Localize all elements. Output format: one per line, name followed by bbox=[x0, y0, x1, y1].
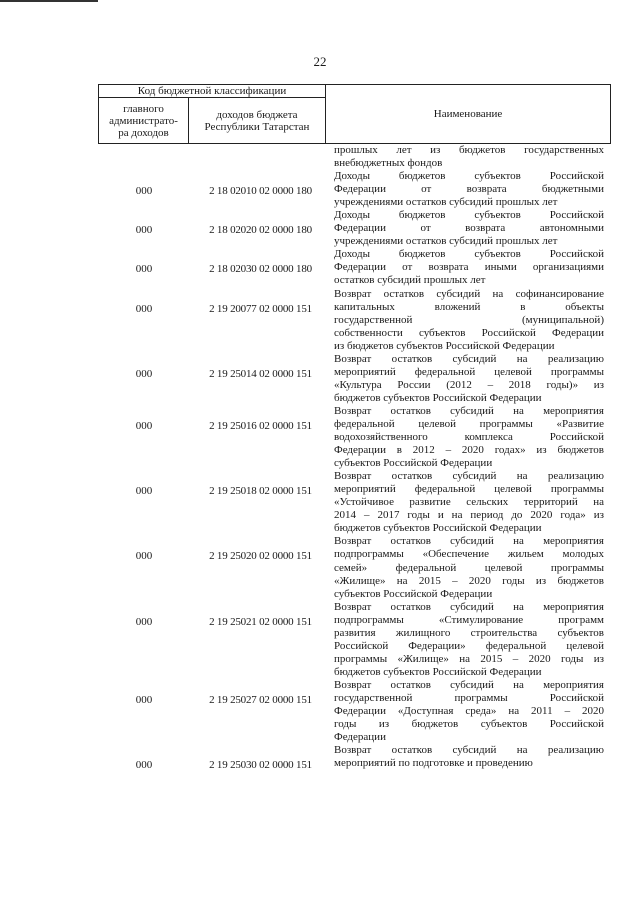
name-line: субъектов Российской Федерации bbox=[334, 457, 493, 470]
admin-code: 000 bbox=[135, 224, 153, 237]
revenue-name bbox=[334, 248, 604, 287]
revenue-code: 2 19 25030 02 0000 151 bbox=[209, 759, 312, 772]
revenue-code: 2 19 20077 02 0000 151 bbox=[209, 302, 312, 315]
name-line: внебюджетных фондов bbox=[334, 157, 443, 170]
table-row bbox=[98, 535, 610, 600]
revenue-name bbox=[334, 470, 604, 535]
classification-header bbox=[98, 84, 611, 144]
revenue-name bbox=[334, 405, 604, 470]
name-line: Возврат остатков субсидий на мероприятия bbox=[334, 600, 604, 613]
table-row bbox=[98, 353, 610, 405]
header-col-revenue: доходов бюджета Республики Татарстан bbox=[189, 98, 326, 144]
name-line: капитальных вложений в объекты bbox=[334, 300, 604, 313]
name-line: Федерации от возврата иными организациями bbox=[334, 261, 604, 274]
revenue-name bbox=[334, 144, 604, 170]
revenue-code: 2 19 25027 02 0000 151 bbox=[209, 693, 312, 706]
name-line: Возврат остатков субсидий на софинансирование bbox=[334, 287, 604, 300]
name-line: государственной (муниципальной) bbox=[334, 313, 604, 326]
table-row bbox=[98, 470, 610, 535]
name-line: бюджетов субъектов Российской Федерации bbox=[334, 665, 542, 678]
name-line: Федерации в 2012 – 2020 годах» из бюджетов bbox=[334, 444, 604, 457]
name-line: из бюджетов субъектов Российской Федерации bbox=[334, 339, 555, 352]
revenue-name bbox=[334, 744, 604, 772]
table-row bbox=[98, 679, 610, 744]
admin-code: 000 bbox=[135, 759, 153, 772]
name-line: водохозяйственного комплекса Российской bbox=[334, 431, 604, 444]
name-line: мероприятий по подготовке и проведению bbox=[334, 757, 533, 770]
name-line: подпрограммы «Обеспечение жильем молодых bbox=[334, 548, 604, 561]
table-row bbox=[98, 405, 610, 470]
revenue-code: 2 19 25018 02 0000 151 bbox=[209, 485, 312, 498]
name-line: 2014 – 2017 годы и на период до 2020 года» из bbox=[334, 509, 604, 522]
name-line: подпрограммы «Стимулирование программ bbox=[334, 613, 604, 626]
admin-code: 000 bbox=[135, 419, 153, 432]
name-line: Российской Федерации» федеральной целевой bbox=[334, 639, 604, 652]
name-line: федеральной целевой программы «Развитие bbox=[334, 417, 604, 430]
name-line: Доходы бюджетов субъектов Российской bbox=[334, 209, 604, 222]
revenue-name bbox=[334, 601, 604, 679]
table-row bbox=[98, 144, 610, 170]
name-line: «Жилище» на 2015 – 2020 годы из бюджетов bbox=[334, 574, 604, 587]
revenue-name bbox=[334, 209, 604, 248]
admin-code: 000 bbox=[135, 693, 153, 706]
name-line: «Культура России (2012 – 2018 годы)» из bbox=[334, 378, 604, 391]
name-line: Возврат остатков субсидий на мероприятия bbox=[334, 404, 604, 417]
revenue-rows bbox=[98, 144, 610, 772]
table-row bbox=[98, 288, 610, 353]
header-group-title: Код бюджетной классификации bbox=[99, 85, 326, 98]
name-line: субъектов Российской Федерации bbox=[334, 587, 493, 600]
name-line: Доходы бюджетов субъектов Российской bbox=[334, 170, 604, 183]
name-line: «Устойчивое развитие сельских территорий на bbox=[334, 496, 604, 509]
name-line: Федерации «Доступная среда» на 2011 – 2020 bbox=[334, 705, 604, 718]
admin-code: 000 bbox=[135, 263, 153, 276]
name-line: Федерации от возврата бюджетными bbox=[334, 183, 604, 196]
page-number: 22 bbox=[313, 54, 327, 69]
name-line: Возврат остатков субсидий на реализацию bbox=[334, 470, 604, 483]
revenue-name bbox=[334, 170, 604, 209]
revenue-name bbox=[334, 353, 604, 405]
header-col-name: Наименование bbox=[326, 85, 611, 144]
table-row bbox=[98, 744, 610, 772]
name-line: бюджетов субъектов Российской Федерации bbox=[334, 522, 542, 535]
name-line: развития жилищного строительства субъектов bbox=[334, 626, 604, 639]
name-line: Доходы бюджетов субъектов Российской bbox=[334, 248, 604, 261]
table-row bbox=[98, 601, 610, 679]
revenue-code: 2 19 25016 02 0000 151 bbox=[209, 419, 312, 432]
table-row bbox=[98, 248, 610, 287]
top-left-rule bbox=[0, 0, 98, 2]
revenue-code: 2 19 25021 02 0000 151 bbox=[209, 615, 312, 628]
admin-code: 000 bbox=[135, 485, 153, 498]
revenue-code: 2 18 02010 02 0000 180 bbox=[209, 185, 312, 198]
name-line: учреждениями остатков субсидий прошлых лет bbox=[334, 235, 558, 248]
revenue-code bbox=[190, 144, 331, 170]
admin-code: 000 bbox=[135, 367, 153, 380]
revenue-code: 2 18 02030 02 0000 180 bbox=[209, 263, 312, 276]
name-line: Федерации от возврата автономными bbox=[334, 222, 604, 235]
table-row bbox=[98, 170, 610, 209]
name-line: годы из бюджетов субъектов Российской bbox=[334, 718, 604, 731]
revenue-code: 2 18 02020 02 0000 180 bbox=[209, 224, 312, 237]
name-line: учреждениями остатков субсидий прошлых лет bbox=[334, 196, 558, 209]
name-line: Возврат остатков субсидий на реализацию bbox=[334, 744, 604, 757]
admin-code: 000 bbox=[135, 185, 153, 198]
name-line: государственной программы Российской bbox=[334, 691, 604, 704]
header-col-admin: главного администрато- ра доходов bbox=[99, 98, 189, 144]
name-line: собственности субъектов Российской Федерации bbox=[334, 326, 604, 339]
name-line: мероприятий федеральной целевой программы bbox=[334, 365, 604, 378]
name-line: остатков субсидий прошлых лет bbox=[334, 274, 486, 287]
revenue-code: 2 19 25014 02 0000 151 bbox=[209, 367, 312, 380]
name-line: Федерации bbox=[334, 731, 386, 744]
revenue-name bbox=[334, 535, 604, 600]
admin-code bbox=[98, 144, 190, 170]
revenue-name bbox=[334, 679, 604, 744]
name-line: Возврат остатков субсидий на мероприятия bbox=[334, 535, 604, 548]
name-line: бюджетов субъектов Российской Федерации bbox=[334, 391, 542, 404]
name-line: семей» федеральной целевой программы bbox=[334, 561, 604, 574]
name-line: программы «Жилище» на 2015 – 2020 годы из bbox=[334, 652, 604, 665]
admin-code: 000 bbox=[135, 550, 153, 563]
name-line: Возврат остатков субсидий на мероприятия bbox=[334, 678, 604, 691]
name-line: прошлых лет из бюджетов государственных bbox=[334, 144, 604, 156]
revenue-code: 2 19 25020 02 0000 151 bbox=[209, 550, 312, 563]
name-line: Возврат остатков субсидий на реализацию bbox=[334, 352, 604, 365]
name-line: мероприятий федеральной целевой программы bbox=[334, 483, 604, 496]
table-row bbox=[98, 209, 610, 248]
admin-code: 000 bbox=[135, 615, 153, 628]
revenue-name bbox=[334, 288, 604, 353]
admin-code: 000 bbox=[135, 302, 153, 315]
